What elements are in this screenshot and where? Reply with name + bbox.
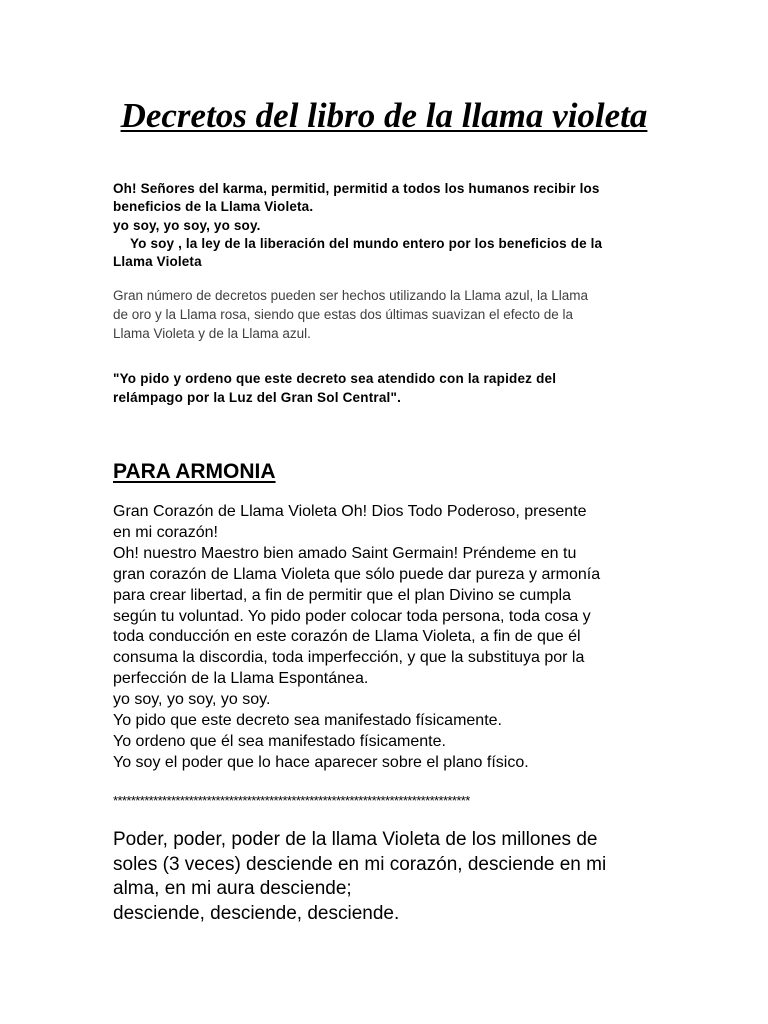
intro-line: yo soy, yo soy, yo soy. — [113, 217, 261, 233]
decree-line: Gran Corazón de Llama Violeta Oh! Dios Todo Poderoso, presente — [113, 503, 587, 520]
note-line: de oro y la Llama rosa, siendo que estas dos últimas suavizan el efecto de la — [113, 307, 574, 322]
section-heading: PARA ARMONIA — [113, 460, 276, 483]
decree-line: Yo pido que este decreto sea manifestado físicamente. — [113, 712, 502, 730]
decree-line: toda conducción en este corazón de Llama Violeta, a fin de que él — [113, 628, 581, 646]
explanatory-note — [113, 286, 673, 343]
intro-line: Oh! Señores del karma, permitid, permitid a todos los humanos recibir los — [113, 181, 600, 196]
decree-line: consuma la discordia, toda imperfección, y que la substituya por la — [113, 649, 585, 667]
decree-line: soles (3 veces) desciende en mi corazón, desciende en mi — [113, 853, 607, 875]
note-line: Llama Violeta y de la Llama azul. — [113, 326, 311, 341]
decree-line: Yo soy el poder que lo hace aparecer sobre el plano físico. — [113, 753, 529, 771]
decree-line: desciende, desciende, desciende. — [113, 902, 400, 924]
intro-line: beneficios de la Llama Violeta. — [113, 199, 314, 215]
armonia-decree — [113, 502, 673, 774]
asterisk-separator: ******************************************************************************** — [113, 793, 470, 808]
decree-line: Oh! nuestro Maestro bien amado Saint Germain! Préndeme en tu — [113, 544, 577, 562]
decree-line: Yo ordeno que él sea manifestado físicamente. — [113, 732, 446, 750]
quote-line: "Yo pido y ordeno que este decreto sea atendido con la rapidez del — [113, 371, 557, 386]
poder-decree — [113, 828, 693, 926]
decree-line: alma, en mi aura desciende; — [113, 878, 352, 899]
decree-line: yo soy, yo soy, yo soy. — [113, 691, 271, 709]
note-line: Gran número de decretos pueden ser hechos utilizando la Llama azul, la Llama — [113, 288, 589, 303]
intro-line: Llama Violeta — [113, 254, 202, 270]
decree-line: según tu voluntad. Yo pido poder colocar toda persona, toda cosa y — [113, 607, 591, 625]
decree-line: perfección de la Llama Espontánea. — [113, 670, 369, 688]
quote-line: relámpago por la Luz del Gran Sol Central". — [113, 389, 402, 405]
decree-line: para crear libertad, a fin de permitir que el plan Divino se cumpla — [113, 586, 572, 604]
intro-decree — [113, 180, 673, 271]
document-title: Decretos del libro de la llama violeta — [120, 96, 648, 135]
decree-line: Poder, poder, poder de la llama Violeta de los millones de — [113, 829, 598, 850]
decree-line: en mi corazón! — [113, 523, 218, 541]
decree-quote — [113, 370, 673, 407]
decree-line: gran corazón de Llama Violeta que sólo puede dar pureza y armonía — [113, 565, 601, 583]
intro-line: Yo soy , la ley de la liberación del mundo entero por los beneficios de la — [130, 235, 603, 251]
